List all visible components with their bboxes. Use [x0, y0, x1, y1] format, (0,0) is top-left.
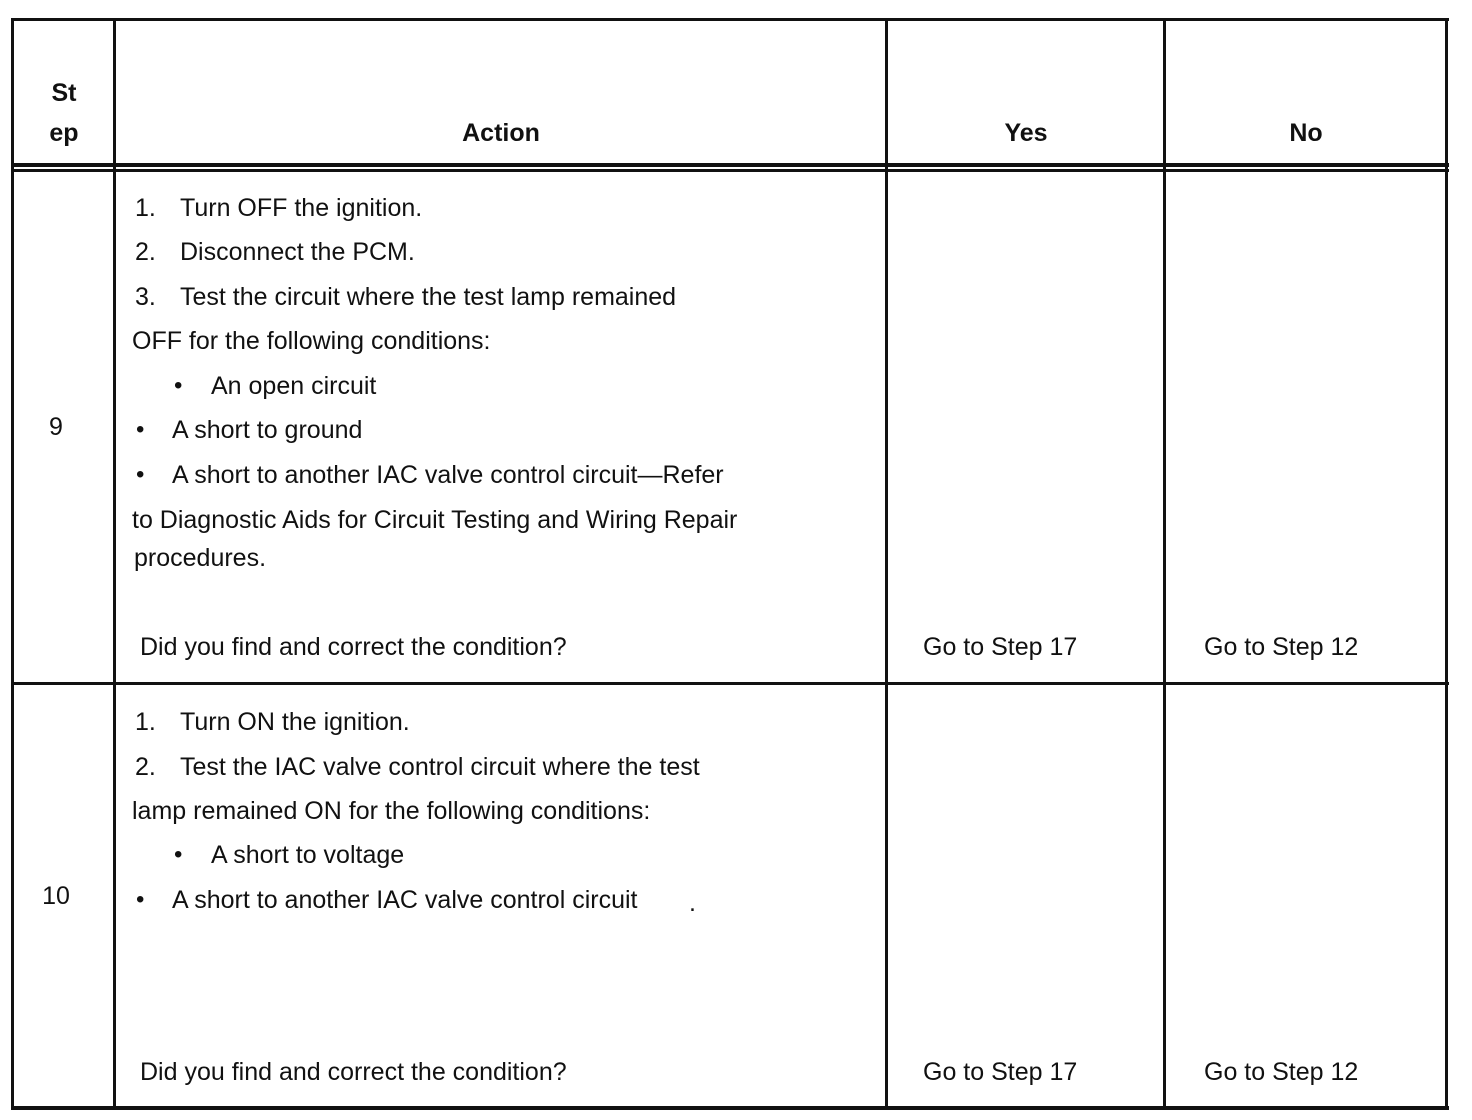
action-item-number: 1.: [135, 194, 156, 222]
header-yes: Yes: [1004, 119, 1048, 147]
action-item-number: 2.: [135, 238, 156, 266]
bullet-text: A short to another IAC valve control circuit—Refer: [172, 461, 724, 489]
table-border-bottom: [11, 1106, 1449, 1110]
bullet-icon: •: [136, 886, 145, 913]
action-item-text: Disconnect the PCM.: [180, 238, 415, 266]
refer-text: to Diagnostic Aids for Circuit Testing and Wiring Repair: [132, 506, 738, 534]
action-item-text: Test the IAC valve control circuit where the test: [180, 753, 700, 781]
action-item-number: 2.: [135, 753, 156, 781]
action-item-text: Turn OFF the ignition.: [180, 194, 423, 222]
action-question: Did you find and correct the condition?: [140, 1058, 567, 1086]
refer-text: procedures.: [134, 544, 267, 572]
bullet-icon: •: [174, 841, 183, 868]
bullet-text: A short to another IAC valve control circuit: [172, 886, 638, 914]
no-result: Go to Step 12: [1204, 633, 1359, 661]
header-divider: [11, 163, 1449, 167]
action-continuation: OFF for the following conditions:: [132, 327, 491, 355]
yes-result: Go to Step 17: [923, 1058, 1078, 1086]
bullet-icon: •: [136, 461, 145, 488]
header-step-line2: ep: [49, 119, 79, 147]
action-question: Did you find and correct the condition?: [140, 633, 567, 661]
header-action: Action: [462, 119, 540, 147]
step-number: 9: [49, 413, 63, 441]
action-item-text: Test the circuit where the test lamp remained: [180, 283, 677, 311]
header-divider-secondary: [11, 169, 1449, 172]
bullet-text: A short to voltage: [211, 841, 405, 869]
bullet-icon: •: [136, 416, 145, 443]
table-border-left: [11, 18, 14, 1110]
action-item-number: 1.: [135, 708, 156, 736]
column-divider-action: [885, 18, 888, 1110]
column-divider-yes: [1163, 18, 1166, 1110]
action-item-number: 3.: [135, 283, 156, 311]
row-divider: [11, 682, 1449, 685]
action-item-text: Turn ON the ignition.: [180, 708, 410, 736]
step-number: 10: [42, 882, 70, 910]
table-border-top: [11, 18, 1449, 21]
bullet-text: A short to ground: [172, 416, 363, 444]
table-border-right: [1445, 18, 1448, 1110]
yes-result: Go to Step 17: [923, 633, 1078, 661]
header-step-line1: St: [51, 79, 77, 107]
action-continuation: lamp remained ON for the following conditions:: [132, 797, 651, 825]
trailing-period: .: [689, 889, 696, 917]
column-divider-step: [113, 18, 116, 1110]
no-result: Go to Step 12: [1204, 1058, 1359, 1086]
bullet-icon: •: [174, 372, 183, 399]
header-no: No: [1289, 119, 1323, 147]
bullet-text: An open circuit: [211, 372, 377, 400]
